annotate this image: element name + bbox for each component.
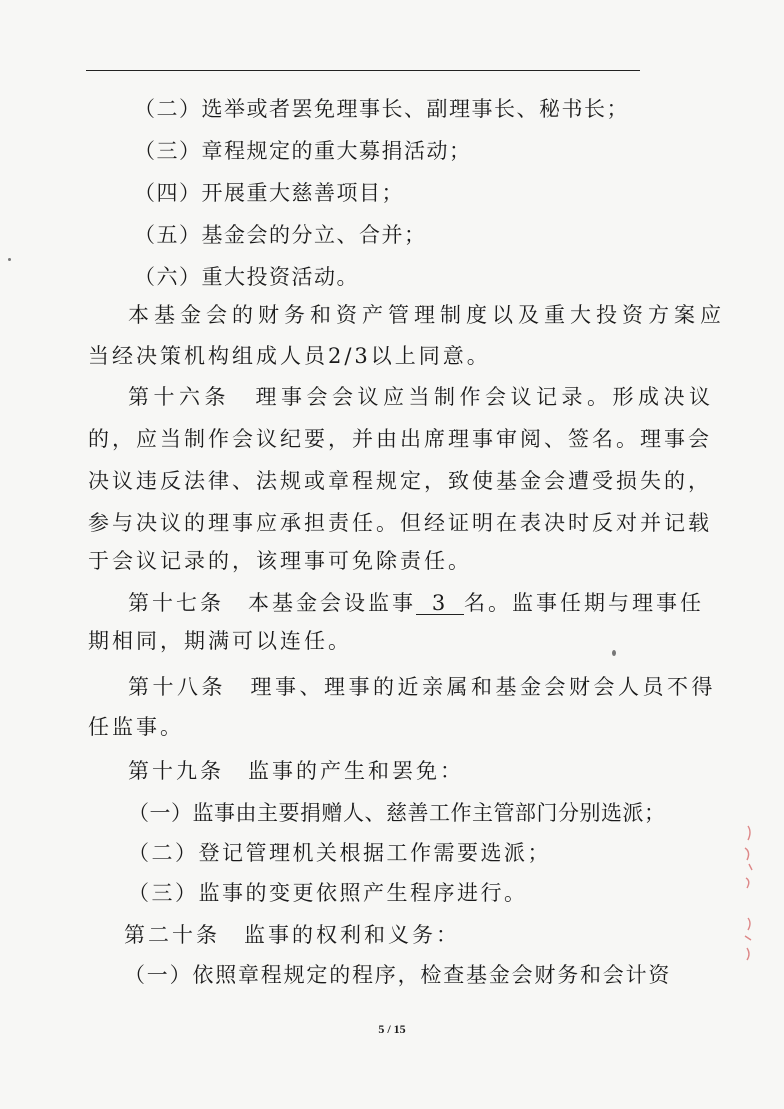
scan-speck <box>8 258 11 261</box>
clause-6: （六）重大投资活动。 <box>134 265 359 289</box>
article-16-line-5: 于会议记录的，该理事可免除责任。 <box>88 549 472 573</box>
page-number: 5 / 15 <box>378 1022 406 1036</box>
article-16-line-4: 参与决议的理事应承担责任。但经证明在表决时反对并记载 <box>88 511 712 535</box>
article-18-line-2: 任监事。 <box>88 715 184 739</box>
clause-2: （二）选举或者罢免理事长、副理事长、秘书长； <box>134 97 629 121</box>
scan-speck <box>612 650 616 656</box>
clause-3: （三）章程规定的重大募捐活动； <box>134 139 472 163</box>
article-17-line-2: 期相同，期满可以连任。 <box>88 629 352 653</box>
paragraph-finance: 本基金会的财务和资产管理制度以及重大投资方案应 <box>128 303 726 327</box>
article-17-text: 第十七条 本基金会设监事 <box>128 591 416 615</box>
seal-stamp-fragment <box>742 818 756 968</box>
header-rule <box>86 70 640 71</box>
supervisor-count: 3 <box>416 592 464 615</box>
article-20-clause-1: （一）依照章程规定的程序，检查基金会财务和会计资 <box>124 963 672 987</box>
paragraph-finance-cont: 当经决策机构组成人员2/3以上同意。 <box>88 344 491 368</box>
article-19-clause-3: （三）监事的变更依照产生程序进行。 <box>128 881 528 905</box>
article-16-line-3: 决议违反法律、法规或章程规定，致使基金会遭受损失的， <box>88 469 712 493</box>
article-19-clause-1: （一）监事由主要捐赠人、慈善工作主管部门分别选派； <box>128 801 666 825</box>
clause-4: （四）开展重大慈善项目； <box>134 181 404 205</box>
article-20-heading: 第二十条 监事的权利和义务： <box>124 923 460 947</box>
article-17-heading <box>128 590 704 616</box>
article-19-heading: 第十九条 监事的产生和罢免： <box>128 759 464 783</box>
article-16-heading: 第十六条 理事会会议应当制作会议记录。形成决议 <box>128 385 715 409</box>
clause-5: （五）基金会的分立、合并； <box>134 223 427 247</box>
article-19-clause-2: （二）登记管理机关根据工作需要选派； <box>128 841 551 865</box>
article-17-tail: 名。监事任期与理事任 <box>464 591 704 615</box>
article-16-line-2: 的，应当制作会议纪要，并由出席理事审阅、签名。理事会 <box>88 427 712 451</box>
article-18-heading: 第十八条 理事、理事的近亲属和基金会财会人员不得 <box>128 675 716 699</box>
